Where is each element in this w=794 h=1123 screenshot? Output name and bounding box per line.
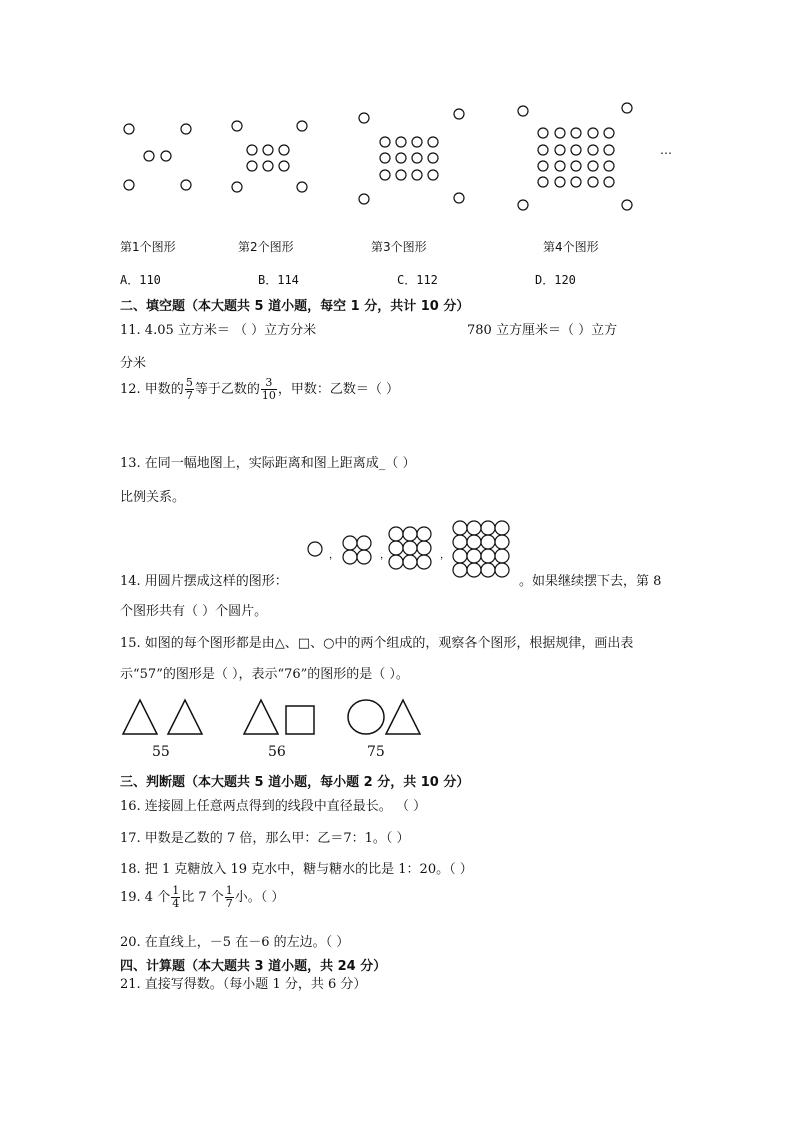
q18: 18. 把 1 克糖放入 19 克水中，糖与糖水的比是 1：20。（ ） [120,862,473,877]
triangle-icon [386,700,420,734]
dot [181,124,191,134]
q16: 16. 连接圆上任意两点得到的线段中直径最长。 （ ） [120,799,427,814]
square-icon [286,706,314,734]
circle-icon [348,700,384,734]
dot [161,151,171,161]
q19-mid: 比 7 个 [181,890,224,905]
triangle-icon [244,700,278,734]
figure-label-4: 第4个图形 [543,240,599,254]
q12-fraction-1: $\frac{5}{7}$ [185,376,193,402]
q11-part-a: 11. 4.05 立方米＝ （ ）立方分米 [120,323,317,338]
figure-label-3: 第3个图形 [371,240,427,254]
q12-mid: 等于乙数的 [194,382,260,397]
q11-part-c: 分米 [120,356,147,371]
q19-suffix: 小。（ ） [234,890,285,905]
q21: 21. 直接写得数。（每小题 1 分，共 6 分） [120,977,367,992]
option-b[interactable]: B．114 [258,273,299,287]
q17: 17. 甲数是乙数的 7 倍，那么甲：乙＝7：1。（ ） [120,831,410,846]
q14-line-2: 个图形共有（ ）个圆片。 [120,604,268,619]
q12-suffix: ，甲数：乙数＝（ ） [277,382,399,397]
q11-part-b: 780 立方厘米＝（ ）立方 [467,323,618,338]
figure-label-1: 第1个图形 [120,240,176,254]
q12 [120,377,399,402]
figure-label-2: 第2个图形 [238,240,294,254]
option-d[interactable]: D．120 [535,273,576,287]
section2-heading: 二、填空题（本大题共 5 道小题，每空 1 分，共计 10 分） [120,299,470,314]
q15-label-56: 56 [268,744,286,760]
q12-prefix: 12. 甲数的 [120,382,184,397]
pattern-figure-1 [0,0,794,230]
q14-line-1-end: 。如果继续摆下去，第 8 [519,574,662,589]
q12-fraction-2: $\frac{3}{10}$ [261,376,276,402]
pattern-ellipsis: … [660,143,672,157]
dot [181,180,191,190]
q19-fraction-1: $\frac{1}{4}$ [172,884,180,910]
dot [124,124,134,134]
triangle-icon [168,700,202,734]
q15-line-1: 15. 如图的每个图形都是由△、□、○中的两个组成的，观察各个图形，根据规律，画出表 [120,636,634,651]
triangle-icon [123,700,157,734]
q15-shapes [118,697,438,747]
q14-line-1: 14. 用圆片摆成这样的图形： [120,574,288,589]
q15-line-2: 示“57”的图形是（ ），表示“76”的图形的是（ ）。 [120,667,409,682]
q15-label-75: 75 [367,744,385,760]
q14-separator-3: ， [440,550,450,561]
q19-fraction-2: $\frac{1}{7}$ [225,884,233,910]
q13-line-2: 比例关系。 [120,490,186,505]
q20: 20. 在直线上，－5 在－6 的左边。（ ） [120,935,350,950]
q14-separator-1: ， [329,550,339,561]
q19-prefix: 19. 4 个 [120,890,171,905]
section4-heading: 四、计算题（本大题共 3 道小题，共 24 分） [120,959,387,974]
q13-line-1: 13. 在同一幅地图上，实际距离和图上距离成_（ ） [120,456,416,471]
q14-separator-2: ， [380,550,390,561]
dot [124,180,134,190]
option-c[interactable]: C．112 [397,273,438,287]
q15-label-55: 55 [152,744,170,760]
option-a[interactable]: A．110 [120,273,161,287]
dot [144,151,154,161]
q19 [120,885,284,910]
section3-heading: 三、判断题（本大题共 5 道小题，每小题 2 分，共 10 分） [120,775,470,790]
